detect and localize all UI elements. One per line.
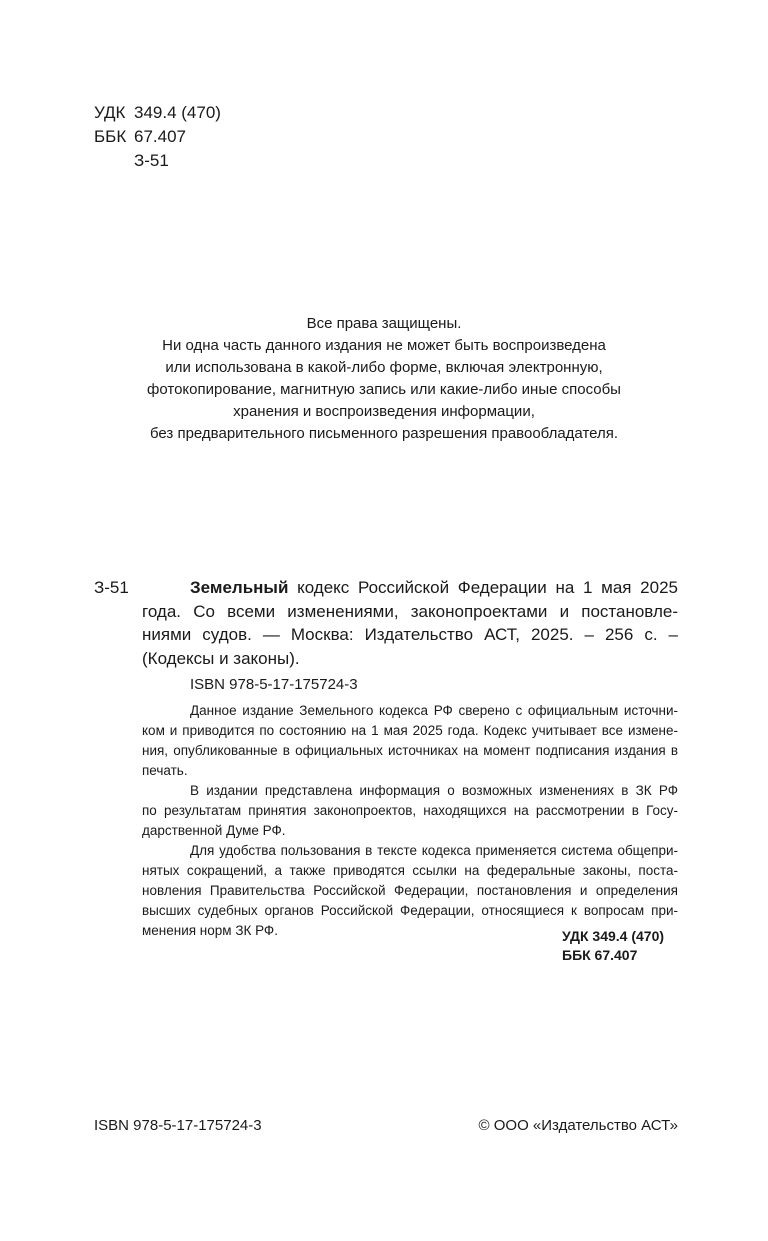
annotation-line: Данное издание Земельного кодекса РФ сверено с официальным источни-	[190, 703, 678, 718]
bib-line: года. Со всеми изменениями, законопроектами и постановле-	[142, 601, 678, 621]
isbn-line: ISBN 978-5-17-175724-3	[190, 676, 358, 693]
udk-value: 349.4 (470)	[134, 103, 221, 122]
author-mark: З-51	[134, 151, 169, 170]
bib-line	[142, 576, 678, 600]
bbk-label: ББК	[94, 127, 127, 146]
annotation-line: дарственной Думе РФ.	[142, 823, 286, 838]
annotation-line: Для удобства пользования в тексте кодекса применяется система общепри-	[190, 843, 678, 858]
annotation-line: ния, опубликованные в официальных источниках на момент подписания издания в	[142, 743, 678, 758]
annotation	[142, 701, 678, 941]
footer-copyright: © ООО «Издательство АСТ»	[478, 1117, 678, 1134]
bib-line: (Кодексы и законы).	[142, 648, 300, 668]
rights-line: Ни одна часть данного издания не может быть воспроизведена	[162, 337, 606, 354]
annotation-line: менения норм ЗК РФ.	[142, 923, 278, 938]
footer-isbn: ISBN 978-5-17-175724-3	[94, 1117, 262, 1134]
annotation-line: В издании представлена информация о возможных изменениях в ЗК РФ	[190, 783, 678, 798]
bib-line: ниями судов. — Москва: Издательство АСТ, 2025. – 256 с. –	[142, 625, 678, 644]
index-bbk: ББК 67.407	[562, 947, 638, 963]
annotation-line: ком и приводится по состоянию на 1 мая 2025 года. Кодекс учитывает все измене-	[142, 723, 678, 738]
index-block	[562, 927, 664, 965]
rights-line: или использована в какой-либо форме, включая электронную,	[165, 359, 603, 376]
rights-line: хранения и воспроизведения информации,	[233, 403, 535, 420]
annotation-line: высших судебных органов Российской Федерации, относящиеся к вопросам при-	[142, 903, 678, 918]
annotation-line: по результатам принятия законопроектов, находящихся на рассмотрении в Госу-	[142, 803, 678, 818]
rights-line: фотокопирование, магнитную запись или какие-либо иные способы	[147, 381, 621, 398]
rights-line: Все права защищены.	[306, 315, 462, 332]
rights-line: без предварительного письменного разрешения правообладателя.	[149, 425, 619, 442]
annotation-line: печать.	[142, 763, 188, 778]
catalog-code: З-51	[94, 578, 129, 597]
bbk-value: 67.407	[134, 127, 186, 146]
rights-notice	[110, 313, 658, 445]
title-bold: Земельный	[190, 578, 289, 597]
bib-line1-rest: кодекс Российской Федерации на 1 мая 2025	[297, 578, 678, 597]
bibliographic-description	[142, 576, 678, 670]
annotation-line: новления Правительства Российской Федерации, постановления и определения	[142, 883, 678, 898]
udk-label: УДК	[94, 103, 126, 122]
bbk-row	[94, 125, 221, 149]
annotation-line: нятых сокращений, а также приводятся ссылки на федеральные законы, поста-	[142, 863, 678, 878]
index-udk: УДК 349.4 (470)	[562, 928, 665, 944]
classification-block	[94, 101, 221, 173]
udk-row	[94, 101, 221, 125]
